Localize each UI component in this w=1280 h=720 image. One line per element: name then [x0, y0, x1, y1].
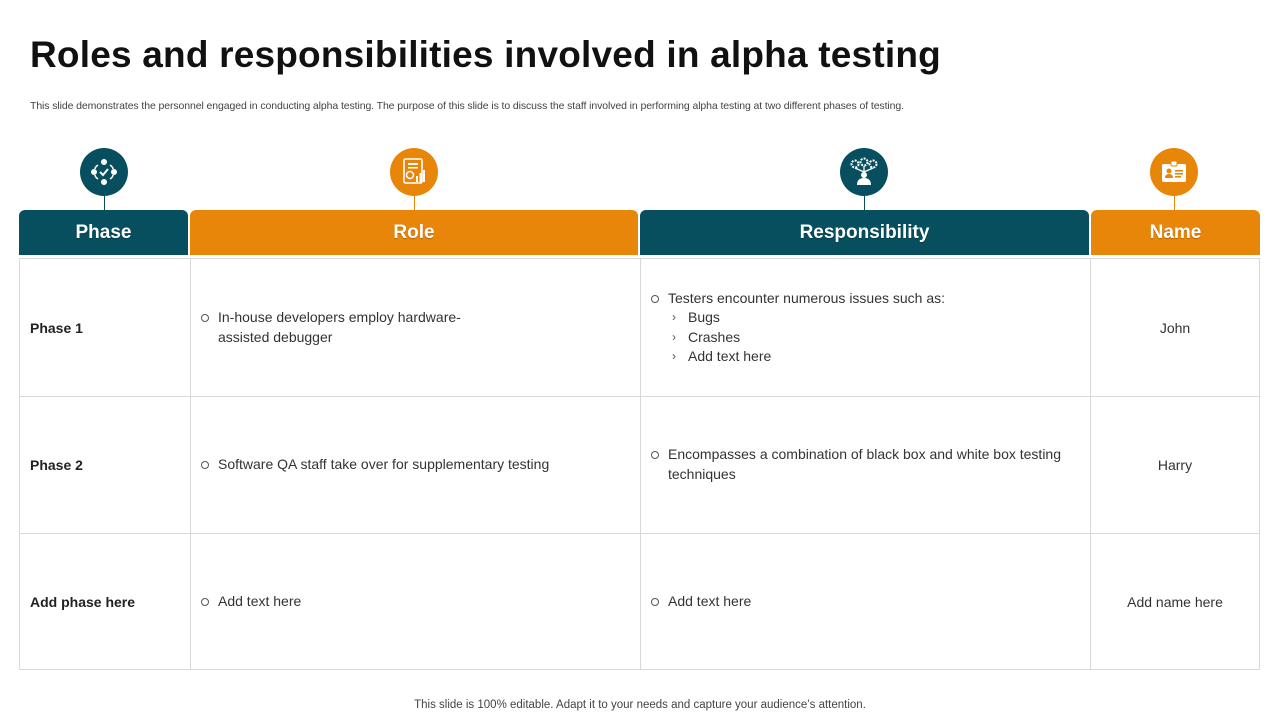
circle-bullet-icon [651, 295, 659, 303]
table-row-2-role [201, 396, 631, 533]
name-text: Harry [1157, 456, 1193, 473]
id-card-icon [1150, 148, 1198, 196]
circle-bullet-icon [201, 598, 209, 606]
roles-table [19, 258, 1260, 670]
responsibility-text: Encompasses a combination of black box and white box testing techniques [668, 446, 1062, 482]
table-row-1-responsibility [651, 259, 1081, 396]
report-document-icon [390, 148, 438, 196]
table-row-3-phase [30, 533, 188, 670]
role-icon-wrap [390, 148, 438, 210]
header-role: Role [190, 210, 638, 255]
chevron-right-icon: › [672, 349, 676, 363]
table-row-3-name [1091, 533, 1259, 670]
header-name: Name [1091, 210, 1260, 255]
sub-item: Add text here [688, 348, 772, 364]
role-text: Software QA staff take over for supplementary testing [218, 455, 550, 472]
slide-footer: This slide is 100% editable. Adapt it to your needs and capture your audience’s attention. [414, 699, 866, 711]
chevron-right-icon: › [672, 310, 676, 324]
phase-label: Add phase here [30, 593, 136, 610]
chevron-right-icon: › [672, 329, 676, 344]
team-settings-icon [840, 148, 888, 196]
phase-label: Phase 1 [30, 319, 83, 336]
slide-title: Roles and responsibilities involved in alpha testing [30, 34, 941, 75]
circle-bullet-icon [651, 451, 659, 459]
role-text: Add text here [218, 592, 302, 609]
sub-item: Bugs [688, 309, 720, 325]
table-row-3-role [201, 533, 631, 670]
name-text: Add name here [1127, 593, 1223, 610]
responsibility-text: Testers encounter numerous issues such as: [668, 289, 946, 306]
phase-icon-wrap [80, 148, 128, 210]
table-row-1-name [1091, 259, 1259, 396]
sub-item: Crashes [688, 328, 741, 345]
circle-bullet-icon [201, 314, 209, 322]
table-row-3-responsibility [651, 533, 1081, 670]
header-responsibility: Responsibility [640, 210, 1089, 255]
circle-bullet-icon [651, 598, 659, 606]
process-cycle-icon [80, 148, 128, 196]
name-text: John [1159, 319, 1191, 336]
table-row-2-phase [30, 396, 188, 533]
slide-subtitle: This slide demonstrates the personnel engaged in conducting alpha testing. The purpose of this slide is to discuss the staff involved in performing alpha testing at two different phases of testing. [30, 100, 904, 112]
responsibility-icon-wrap [840, 148, 888, 210]
header-phase: Phase [19, 210, 188, 255]
table-row-1-role [201, 259, 491, 396]
name-icon-wrap [1150, 148, 1198, 210]
circle-bullet-icon [201, 461, 209, 469]
table-row-2-name [1091, 396, 1259, 533]
table-row-1-phase [30, 259, 188, 396]
responsibility-text: Add text here [668, 592, 752, 609]
role-text: In-house developers employ hardware-assisted debugger [218, 309, 461, 345]
phase-label: Phase 2 [30, 456, 83, 473]
table-row-2-responsibility [651, 396, 1083, 533]
